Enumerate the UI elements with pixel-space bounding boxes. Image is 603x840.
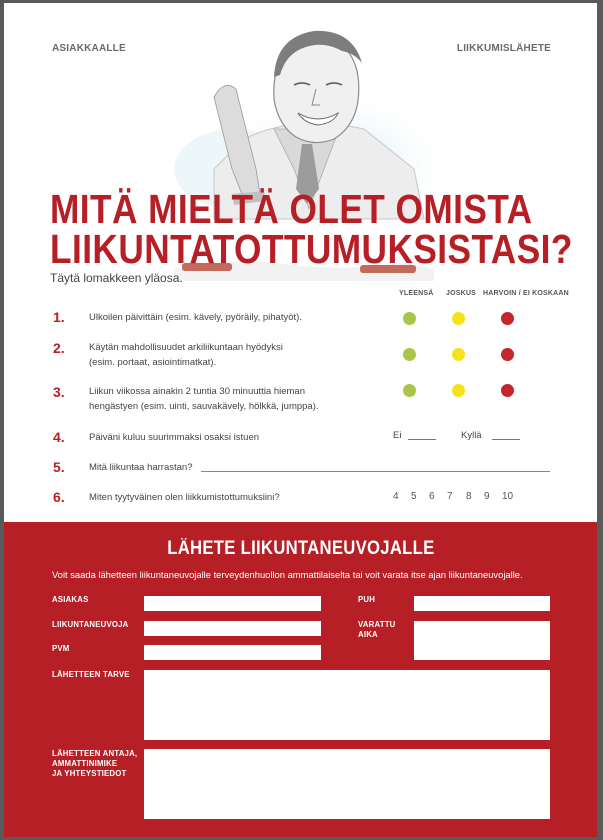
advisor-label: LIIKUNTANEUVOJA [52, 620, 129, 629]
scale-option[interactable]: 9 [484, 491, 490, 502]
question-text [89, 460, 193, 475]
question-line: hengästyen (esim. uinti, sauvakävely, hölkkä, jumppa). [89, 401, 319, 412]
title-line-1: MITÄ MIELTÄ OLET OMISTA [50, 186, 533, 232]
question-line: Ulkoilen päivittäin (esim. kävely, pyöräily, pihatyöt). [89, 312, 302, 323]
instructions: Täytä lomakkeen yläosa. [50, 271, 183, 285]
question-line: Käytän mahdollisuudet arkiliikuntaan hyödyksi [89, 342, 283, 353]
column-header-sometimes: JOSKUS [446, 290, 476, 297]
option-no-field[interactable] [408, 439, 436, 440]
question-number: 5. [53, 459, 65, 475]
scale-option[interactable]: 10 [502, 491, 514, 502]
question-text [89, 340, 283, 370]
referrer-label-line: AMMATTINIMIKE [52, 759, 118, 768]
referral-title-text: LÄHETE LIIKUNTANEUVOJALLE [166, 538, 435, 559]
answer-rarely-dot[interactable] [501, 384, 514, 397]
referrer-field[interactable] [144, 749, 550, 819]
scale-option[interactable]: 4 [393, 491, 399, 502]
answer-rarely-dot[interactable] [501, 348, 514, 361]
scale-option[interactable]: 6 [429, 491, 435, 502]
column-header-usually: YLEENSÄ [399, 290, 434, 297]
appointment-field[interactable] [414, 621, 550, 660]
answer-usually-dot[interactable] [403, 384, 416, 397]
scale-option[interactable]: 8 [466, 491, 472, 502]
phone-field[interactable] [414, 596, 550, 611]
title-line-2: LIIKUNTATOTTUMUKSISTASI? [50, 226, 573, 272]
page-title [50, 186, 573, 272]
scale-option[interactable]: 5 [411, 491, 417, 502]
date-label: PVM [52, 644, 70, 653]
referral-intro: Voit saada lähetteen liikuntaneuvojalle terveydenhuollon ammattilaiselta tai voit varata itse ajan liikuntaneuvojalle. [52, 569, 523, 580]
question-text [89, 490, 280, 505]
answer-sometimes-dot[interactable] [452, 384, 465, 397]
option-yes-label: Kyllä [461, 430, 482, 441]
phone-label: PUH [358, 595, 376, 604]
question-number: 1. [53, 309, 65, 325]
answer-usually-dot[interactable] [403, 312, 416, 325]
question-number: 2. [53, 340, 65, 356]
referral-section [4, 522, 597, 837]
answer-sometimes-dot[interactable] [452, 348, 465, 361]
appointment-label [358, 620, 396, 640]
referral-title [4, 538, 597, 560]
referrer-label [52, 749, 137, 779]
column-header-rarely: HARVOIN / EI KOSKAAN [483, 290, 569, 297]
question-text [89, 384, 319, 414]
option-yes-field[interactable] [492, 439, 520, 440]
scale-option[interactable]: 7 [447, 491, 453, 502]
date-field[interactable] [144, 645, 321, 660]
advisor-field[interactable] [144, 621, 321, 636]
answer-rarely-dot[interactable] [501, 312, 514, 325]
referrer-label-line: LÄHETTEEN ANTAJA, [52, 749, 138, 758]
client-field[interactable] [144, 596, 321, 611]
question-line: Miten tyytyväinen olen liikkumistottumuksiini? [89, 492, 280, 503]
answer-sometimes-dot[interactable] [452, 312, 465, 325]
question-number: 4. [53, 429, 65, 445]
question-text [89, 430, 259, 445]
question-line: Liikun viikossa ainakin 2 tuntia 30 minuuttia hieman [89, 386, 305, 397]
referrer-label-line: JA YHTEYSTIEDOT [52, 769, 127, 778]
question-line: Mitä liikuntaa harrastan? [89, 462, 193, 473]
referral-need-label: LÄHETTEEN TARVE [52, 670, 130, 679]
referral-form-page [4, 3, 597, 837]
question-text [89, 310, 302, 325]
question-number: 6. [53, 489, 65, 505]
appointment-label-line: VARATTU [358, 620, 396, 629]
question-line: (esim. portaat, asiointimatkat). [89, 357, 217, 368]
hobby-answer-line[interactable] [201, 471, 550, 472]
header-form-type: LIIKKUMISLÄHETE [456, 43, 551, 54]
question-line: Päiväni kuluu suurimmaksi osaksi istuen [89, 432, 260, 443]
client-label: ASIAKAS [52, 595, 89, 604]
answer-usually-dot[interactable] [403, 348, 416, 361]
header-audience: ASIAKKAALLE [52, 43, 126, 54]
option-no-label: Ei [393, 430, 402, 441]
appointment-label-line: AIKA [358, 630, 378, 639]
referral-need-field[interactable] [144, 670, 550, 740]
question-number: 3. [53, 384, 65, 400]
